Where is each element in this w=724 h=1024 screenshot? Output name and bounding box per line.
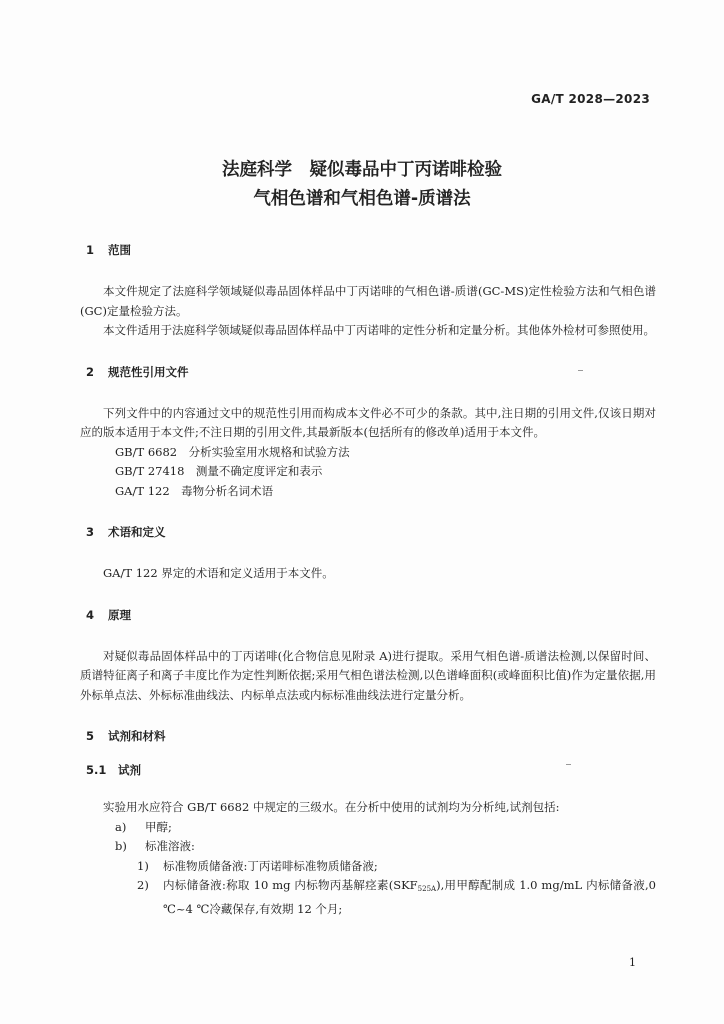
document-title [0, 156, 724, 214]
paragraph: 下列文件中的内容通过文中的规范性引用而构成本文件必不可少的条款。其中,注日期的引用文件,仅该日期对应的版本适用于本文件;不注日期的引用文件,其最新版本(包括所有的修改单)适用于本文件。 [80, 405, 656, 439]
section-title: 术语和定义 [108, 525, 166, 539]
section-5-heading [80, 726, 656, 746]
section-3-heading [80, 522, 656, 542]
paragraph: 本文件规定了法庭科学领域疑似毒品固体样品中丁丙诺啡的气相色谱-质谱(GC-MS)定性检验方法和气相色谱(GC)定量检验方法。 [80, 284, 656, 318]
title-line-1: 法庭科学 疑似毒品中丁丙诺啡检验 [222, 160, 502, 180]
list-text [163, 876, 656, 919]
paragraph: 本文件适用于法庭科学领域疑似毒品固体样品中丁丙诺啡的定性分析和定量分析。其他体外检材可参照使用。 [103, 323, 655, 337]
section-2-heading [80, 362, 656, 382]
section-title: 规范性引用文件 [108, 364, 189, 379]
sub-list-item [80, 876, 656, 919]
list-marker: 1) [137, 858, 149, 873]
list-text: 标准物质储备液:丁丙诺啡标准物质储备液; [163, 858, 378, 873]
section-5-1-heading [80, 760, 656, 780]
section-title: 试剂和材料 [108, 729, 166, 743]
sub-list-item [80, 857, 656, 877]
section-number: 4 [86, 607, 95, 622]
standard-code: GA/T 2028—2023 [531, 92, 650, 106]
section-number: 1 [86, 243, 95, 257]
section-title: 试剂 [118, 763, 141, 777]
scan-speck [566, 764, 571, 765]
reference-item: GB/T 27418 测量不确定度评定和表示 [115, 464, 323, 478]
paragraph: 实验用水应符合 GB/T 6682 中规定的三级水。在分析中使用的试剂均为分析纯,试剂包括: [103, 800, 560, 814]
title-line-2: 气相色谱和气相色谱-质谱法 [253, 189, 471, 209]
list-text: 标准溶液: [145, 839, 195, 853]
chemical-subscript: 525A [417, 885, 437, 893]
section-title: 范围 [108, 243, 131, 257]
list-item [80, 837, 656, 857]
reference-item: GB/T 6682 分析实验室用水规格和试验方法 [115, 444, 350, 459]
paragraph: 对疑似毒品固体样品中的丁丙诺啡(化合物信息见附录 A)进行提取。采用气相色谱-质谱法检测,以保留时间、质谱特征离子和离子丰度比作为定性判断依据;采用气相色谱法检测,以色谱峰面积(或峰面积比值)作为定量依据,用外标单点法、外标标准曲线法、内标单点法或内标标准曲线法进行定量分析。 [80, 648, 656, 702]
reference-item: GA/T 122 毒物分析名词术语 [115, 483, 274, 498]
list-text-part: 内标储备液:称取 10 mg 内标物丙基解痉素(SKF [163, 878, 418, 892]
scan-speck [578, 370, 583, 371]
paragraph: GA/T 122 界定的术语和定义适用于本文件。 [103, 566, 334, 580]
page-number: 1 [629, 956, 636, 969]
section-number: 5.1 [86, 763, 107, 777]
section-4-heading [80, 605, 656, 625]
section-number: 5 [86, 729, 95, 743]
section-number: 3 [86, 525, 95, 539]
list-marker: a) [115, 819, 127, 834]
section-title: 原理 [108, 607, 131, 622]
list-marker: 2) [137, 878, 149, 892]
document-body [80, 240, 656, 919]
list-text-part: ),用甲醇配制成 1.0 mg/mL 内标储备液,0 ℃~4 ℃冷藏保存,有效期 12 个月; [163, 878, 656, 916]
list-marker: b) [115, 839, 127, 853]
list-text: 甲醇; [145, 819, 172, 834]
section-1-heading [80, 240, 656, 260]
section-number: 2 [86, 364, 95, 379]
list-item [80, 818, 656, 838]
